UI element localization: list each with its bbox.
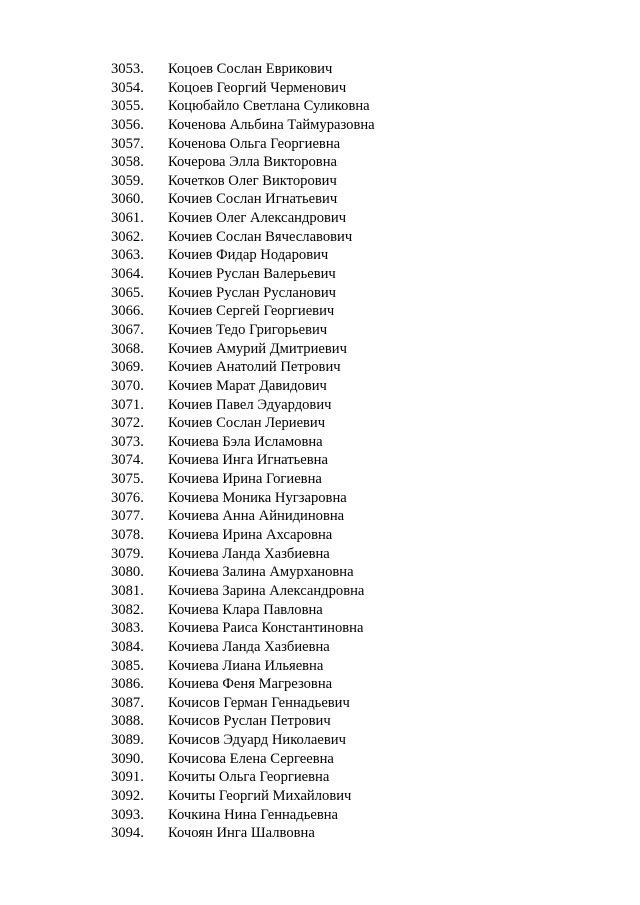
list-item xyxy=(111,135,375,154)
entry-number: 3060. xyxy=(111,191,144,208)
entry-number: 3094. xyxy=(111,825,144,842)
list-item xyxy=(111,321,375,340)
entry-name: Кочиев Павел Эдуардович xyxy=(168,396,332,413)
entry-number: 3071. xyxy=(111,396,144,413)
list-item xyxy=(111,619,375,638)
entry-number: 3093. xyxy=(111,806,144,823)
entry-number: 3082. xyxy=(111,601,144,618)
entry-name: Кочиева Клара Павловна xyxy=(168,601,323,618)
entry-name: Коченова Альбина Таймуразовна xyxy=(168,116,375,133)
entry-name: Кочиев Руслан Русланович xyxy=(168,284,336,301)
entry-name: Кочиева Инга Игнатьевна xyxy=(168,452,328,469)
entry-name: Кочиев Амурий Дмитриевич xyxy=(168,340,347,357)
entry-number: 3063. xyxy=(111,247,144,264)
entry-number: 3078. xyxy=(111,527,144,544)
entry-name: Кочиев Сослан Лериевич xyxy=(168,415,326,432)
entry-name: Кочиева Феня Магрезовна xyxy=(168,676,333,693)
entry-name: Кочерова Элла Викторовна xyxy=(168,154,337,171)
entry-number: 3065. xyxy=(111,284,144,301)
entry-name: Коченова Ольга Георгиевна xyxy=(168,135,341,152)
entry-number: 3090. xyxy=(111,750,144,767)
entry-name: Кочиев Руслан Валерьевич xyxy=(168,266,336,283)
entry-number: 3068. xyxy=(111,340,144,357)
list-item xyxy=(111,787,375,806)
entry-number: 3079. xyxy=(111,545,144,562)
entry-name: Кочиева Ирина Ахсаровна xyxy=(168,527,333,544)
list-item xyxy=(111,340,375,359)
list-item xyxy=(111,246,375,265)
entry-name: Кочиев Олег Александрович xyxy=(168,210,347,227)
entry-number: 3059. xyxy=(111,172,144,189)
entry-name: Кочисов Герман Геннадьевич xyxy=(168,694,350,711)
entry-name: Кочиева Зарина Александровна xyxy=(168,582,365,599)
entry-number: 3070. xyxy=(111,377,144,394)
entry-name: Кочиева Ланда Хазбиевна xyxy=(168,638,330,655)
entry-name: Кочиева Ирина Гогиевна xyxy=(168,471,322,488)
list-item xyxy=(111,284,375,303)
entry-name: Кочисов Руслан Петрович xyxy=(168,713,331,730)
entry-name: Кочиев Сослан Вячеславович xyxy=(168,228,353,245)
entry-number: 3086. xyxy=(111,676,144,693)
entry-number: 3083. xyxy=(111,620,144,637)
entry-name: Кочиты Ольга Георгиевна xyxy=(168,769,330,786)
entry-number: 3057. xyxy=(111,135,144,152)
entry-number: 3087. xyxy=(111,694,144,711)
list-item xyxy=(111,414,375,433)
entry-name: Кочиты Георгий Михайлович xyxy=(168,787,352,804)
list-item xyxy=(111,172,375,191)
entry-number: 3066. xyxy=(111,303,144,320)
entry-number: 3088. xyxy=(111,713,144,730)
list-item xyxy=(111,302,375,321)
entry-number: 3064. xyxy=(111,266,144,283)
entry-name: Кочиев Тедо Григорьевич xyxy=(168,321,328,338)
entry-name: Коцоев Георгий Черменович xyxy=(168,79,347,96)
list-item xyxy=(111,582,375,601)
list-item xyxy=(111,79,375,98)
entry-number: 3091. xyxy=(111,769,144,786)
list-item xyxy=(111,60,375,79)
list-item xyxy=(111,563,375,582)
list-item xyxy=(111,545,375,564)
list-item xyxy=(111,209,375,228)
list-item xyxy=(111,265,375,284)
list-item xyxy=(111,507,375,526)
entry-name: Кочиев Сергей Георгиевич xyxy=(168,303,335,320)
list-item xyxy=(111,97,375,116)
list-item xyxy=(111,228,375,247)
entry-name: Кочиев Марат Давидович xyxy=(168,377,327,394)
entry-name: Кочетков Олег Викторович xyxy=(168,172,337,189)
entry-number: 3075. xyxy=(111,471,144,488)
list-item xyxy=(111,470,375,489)
entry-name: Кочиева Залина Амурхановна xyxy=(168,564,354,581)
list-item xyxy=(111,768,375,787)
list-item xyxy=(111,377,375,396)
list-item xyxy=(111,358,375,377)
entry-number: 3056. xyxy=(111,116,144,133)
entry-number: 3081. xyxy=(111,582,144,599)
entry-name: Кочиева Раиса Константиновна xyxy=(168,620,364,637)
list-item xyxy=(111,601,375,620)
list-item xyxy=(111,451,375,470)
entry-number: 3080. xyxy=(111,564,144,581)
list-item xyxy=(111,433,375,452)
list-item xyxy=(111,526,375,545)
entry-number: 3089. xyxy=(111,732,144,749)
list-item xyxy=(111,694,375,713)
entry-number: 3085. xyxy=(111,657,144,674)
entry-name: Коцоев Сослан Еврикович xyxy=(168,61,333,77)
entry-name: Кочиев Фидар Нодарович xyxy=(168,247,329,264)
entry-name: Кочиев Анатолий Петрович xyxy=(168,359,341,376)
list-item xyxy=(111,750,375,769)
list-item xyxy=(111,712,375,731)
list-item xyxy=(111,675,375,694)
entry-name: Кочиева Анна Айнидиновна xyxy=(168,508,345,525)
name-list xyxy=(111,60,375,843)
list-item xyxy=(111,657,375,676)
entry-name: Кочоян Инга Шалвовна xyxy=(168,825,315,842)
entry-name: Кочиева Ланда Хазбиевна xyxy=(168,545,330,562)
list-item xyxy=(111,116,375,135)
entry-number: 3073. xyxy=(111,433,144,450)
list-item xyxy=(111,638,375,657)
entry-name: Коцюбайло Светлана Суликовна xyxy=(168,98,370,115)
list-item xyxy=(111,153,375,172)
entry-name: Кочисов Эдуард Николаевич xyxy=(168,732,346,749)
entry-name: Кочиева Бэла Исламовна xyxy=(168,433,323,450)
entry-number: 3062. xyxy=(111,228,144,245)
list-item xyxy=(111,824,375,843)
entry-name: Кочкина Нина Геннадьевна xyxy=(168,806,339,823)
entry-name: Кочиева Лиана Ильяевна xyxy=(168,657,324,674)
entry-number: 3067. xyxy=(111,321,144,338)
entry-number: 3092. xyxy=(111,787,144,804)
entry-number: 3058. xyxy=(111,154,144,171)
list-item xyxy=(111,190,375,209)
entry-number: 3061. xyxy=(111,210,144,227)
list-item xyxy=(111,806,375,825)
entry-number: 3076. xyxy=(111,489,144,506)
entry-name: Кочисова Елена Сергеевна xyxy=(168,750,334,767)
list-item xyxy=(111,396,375,415)
entry-number: 3054. xyxy=(111,79,144,96)
list-item xyxy=(111,731,375,750)
entry-number: 3077. xyxy=(111,508,144,525)
entry-number: 3074. xyxy=(111,452,144,469)
entry-number: 3053. xyxy=(111,61,144,77)
entry-number: 3069. xyxy=(111,359,144,376)
entry-name: Кочиев Сослан Игнатьевич xyxy=(168,191,338,208)
list-item xyxy=(111,489,375,508)
entry-number: 3072. xyxy=(111,415,144,432)
entry-name: Кочиева Моника Нугзаровна xyxy=(168,489,347,506)
entry-number: 3084. xyxy=(111,638,144,655)
entry-number: 3055. xyxy=(111,98,144,115)
